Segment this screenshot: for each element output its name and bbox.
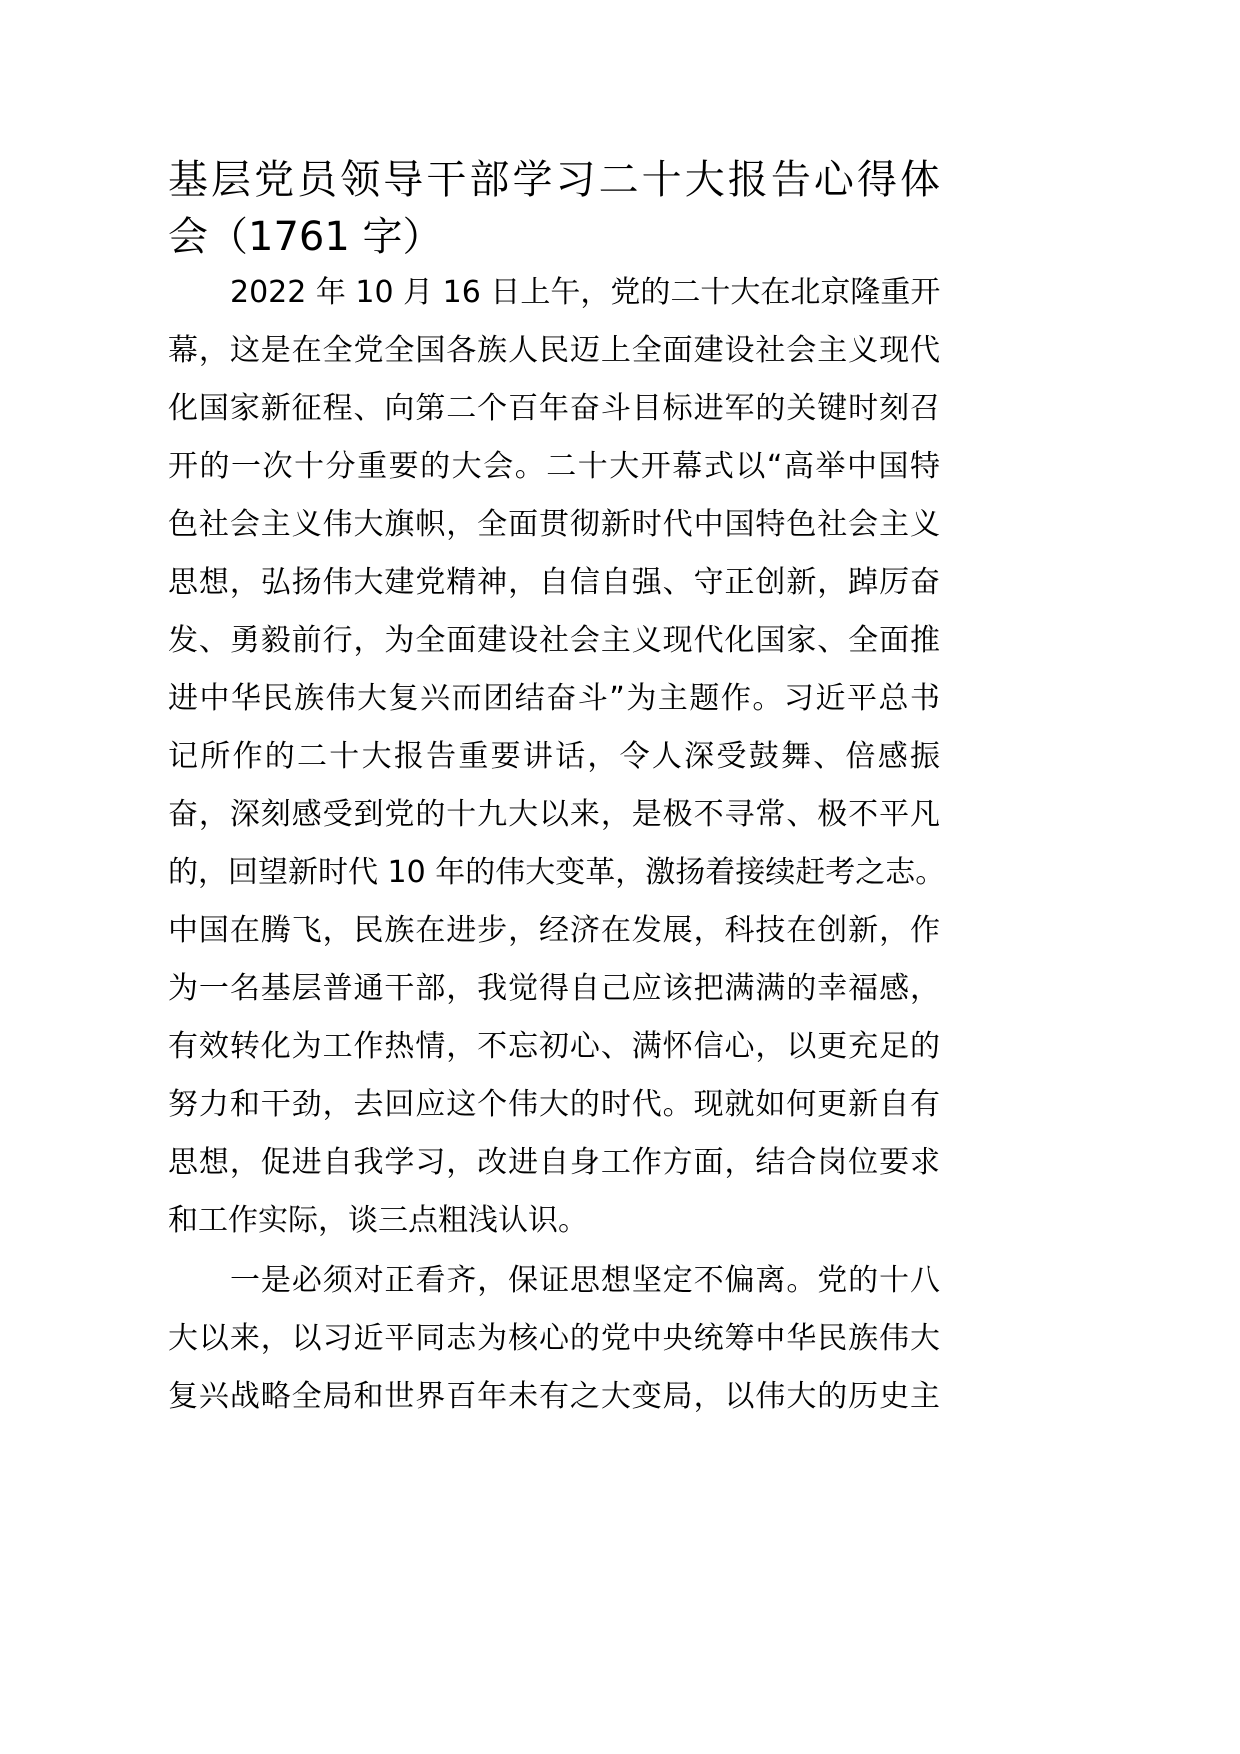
text-line: 一是必须对正看齐，保证思想坚定不偏离。党的十八: [230, 1263, 940, 1298]
title-line: 基层党员领导干部学习二十大报告心得体: [168, 157, 940, 203]
title-line: 会（1761 字）: [168, 214, 443, 260]
text-line: 的，回望新时代 10 年的伟大变革，激扬着接续赶考之志。: [168, 855, 946, 890]
text-line: 和工作实际，谈三点粗浅认识。: [168, 1203, 588, 1238]
text-line: 有效转化为工作热情，不忘初心、满怀信心，以更充足的: [168, 1029, 940, 1064]
text-line: 中国在腾飞，民族在进步，经济在发展，科技在创新，作: [168, 913, 940, 948]
text-line: 2022 年 10 月 16 日上午，党的二十大在北京隆重开: [230, 275, 941, 310]
text-line: 幕，这是在全党全国各族人民迈上全面建设社会主义现代: [168, 333, 940, 368]
text-line: 思想，促进自我学习，改进自身工作方面，结合岗位要求: [168, 1145, 940, 1180]
text-line: 发、勇毅前行，为全面建设社会主义现代化国家、全面推: [168, 623, 940, 658]
text-line: 大以来，以习近平同志为核心的党中央统筹中华民族伟大: [168, 1321, 940, 1356]
text-line: 色社会主义伟大旗帜，全面贯彻新时代中国特色社会主义: [168, 507, 940, 542]
text-line: 思想，弘扬伟大建党精神，自信自强、守正创新，踔厉奋: [168, 565, 940, 600]
paragraph-point-one: [168, 1252, 940, 1426]
text-line: 进中华民族伟大复兴而团结奋斗”为主题作。习近平总书: [168, 681, 940, 716]
text-line: 化国家新征程、向第二个百年奋斗目标进军的关键时刻召: [168, 391, 940, 426]
document-body: [168, 264, 946, 1426]
text-line: 复兴战略全局和世界百年未有之大变局，以伟大的历史主: [168, 1379, 940, 1414]
text-line: 奋，深刻感受到党的十九大以来，是极不寻常、极不平凡: [168, 797, 940, 832]
paragraph-intro: [168, 264, 946, 1250]
text-line: 努力和干劲，去回应这个伟大的时代。现就如何更新自有: [168, 1087, 940, 1122]
text-line: 记所作的二十大报告重要讲话，令人深受鼓舞、倍感振: [168, 739, 940, 774]
document-title: [168, 152, 940, 266]
text-line: 开的一次十分重要的大会。二十大开幕式以“高举中国特: [168, 449, 940, 484]
text-line: 为一名基层普通干部，我觉得自己应该把满满的幸福感，: [168, 971, 940, 1006]
